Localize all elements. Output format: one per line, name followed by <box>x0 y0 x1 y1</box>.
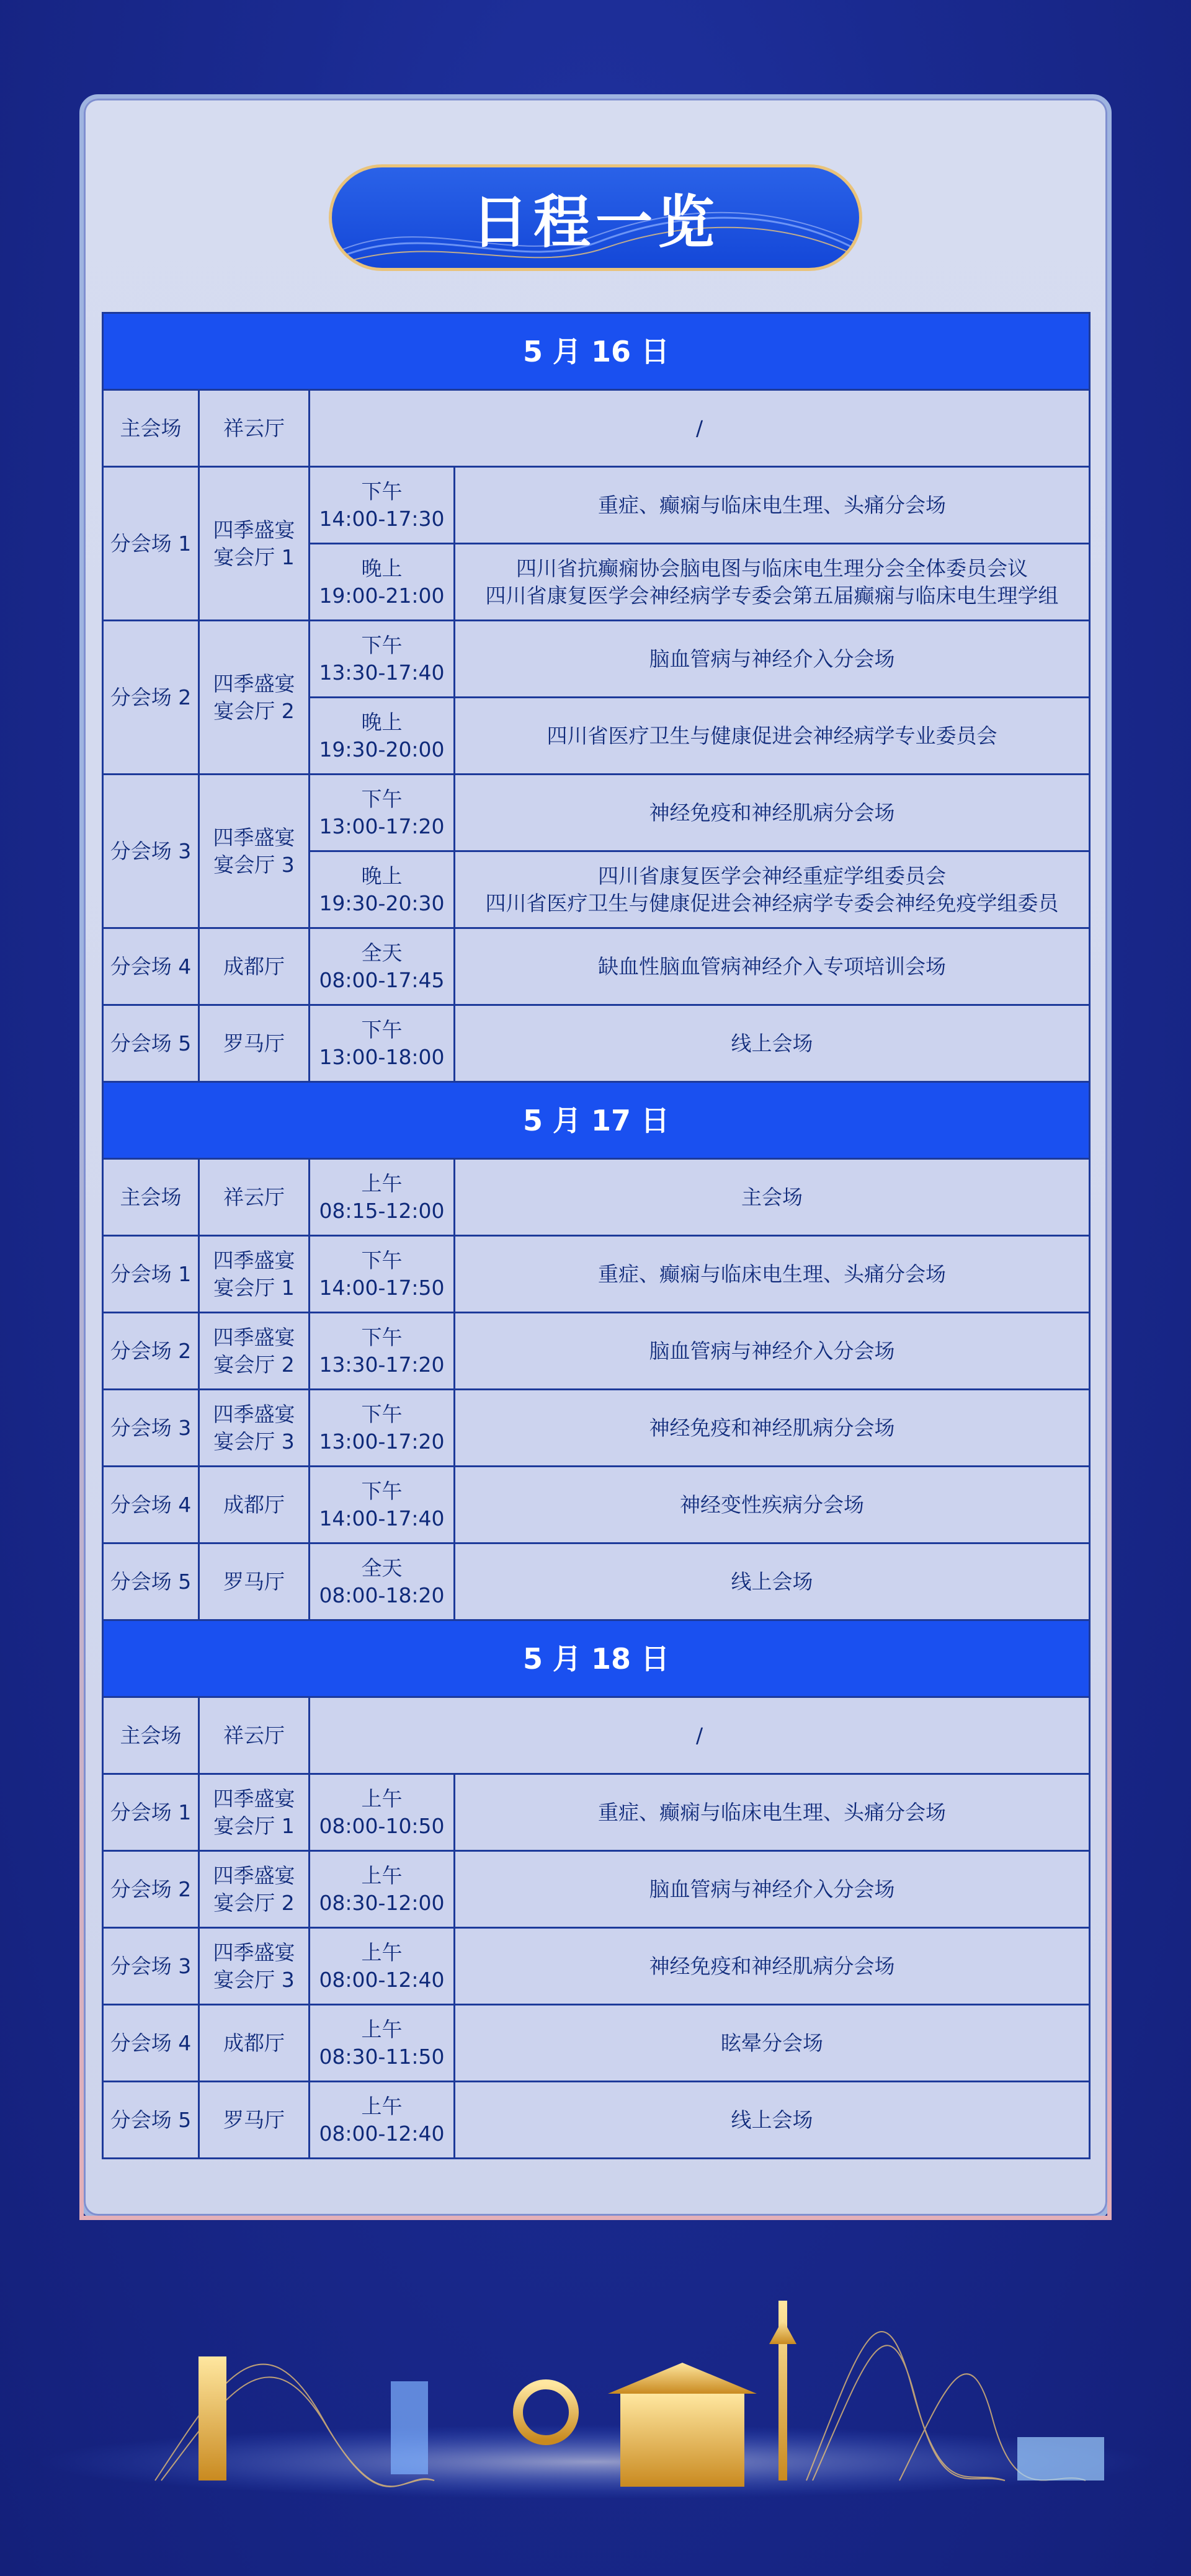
session-time: 晚上 19:00-21:00 <box>310 544 455 621</box>
session-name: 分会场 3 <box>103 775 199 928</box>
session-name: 分会场 3 <box>103 1928 199 2005</box>
session-time: 晚上 19:30-20:30 <box>310 851 455 928</box>
venue-name: 成都厅 <box>199 928 310 1005</box>
table-row <box>103 1543 1090 1620</box>
session-name: 分会场 2 <box>103 621 199 775</box>
table-row <box>103 1159 1090 1236</box>
venue-name: 祥云厅 <box>199 1697 310 1774</box>
venue-name: 祥云厅 <box>199 390 310 467</box>
day-header-row <box>103 1620 1090 1697</box>
session-name: 分会场 2 <box>103 1313 199 1390</box>
day-header-row <box>103 1082 1090 1159</box>
session-content: / <box>310 1697 1090 1774</box>
table-row <box>103 2082 1090 2159</box>
session-time: 全天 08:00-17:45 <box>310 928 455 1005</box>
venue-name: 四季盛宴 宴会厅 3 <box>199 1390 310 1467</box>
venue-name: 四季盛宴 宴会厅 1 <box>199 1236 310 1313</box>
session-content: 线上会场 <box>455 1005 1090 1082</box>
venue-name: 成都厅 <box>199 1467 310 1543</box>
session-time: 上午 08:30-11:50 <box>310 2005 455 2082</box>
title-banner <box>329 164 862 271</box>
session-time: 全天 08:00-18:20 <box>310 1543 455 1620</box>
session-name: 分会场 5 <box>103 1005 199 1082</box>
session-name: 分会场 2 <box>103 1851 199 1928</box>
session-name: 分会场 1 <box>103 1774 199 1851</box>
table-row <box>103 2005 1090 2082</box>
table-row <box>103 1467 1090 1543</box>
session-content: 重症、癫痫与临床电生理、头痛分会场 <box>455 1236 1090 1313</box>
session-time: 下午 14:00-17:50 <box>310 1236 455 1313</box>
table-row <box>103 1313 1090 1390</box>
session-content: 神经免疫和神经肌病分会场 <box>455 1928 1090 2005</box>
venue-name: 成都厅 <box>199 2005 310 2082</box>
venue-name: 四季盛宴 宴会厅 2 <box>199 1313 310 1390</box>
session-content: 重症、癫痫与临床电生理、头痛分会场 <box>455 467 1090 544</box>
day-header-row <box>103 313 1090 390</box>
venue-name: 四季盛宴 宴会厅 3 <box>199 1928 310 2005</box>
session-content: 重症、癫痫与临床电生理、头痛分会场 <box>455 1774 1090 1851</box>
day-date: 5 月 16 日 <box>103 313 1090 390</box>
venue-name: 祥云厅 <box>199 1159 310 1236</box>
venue-name: 四季盛宴 宴会厅 1 <box>199 1774 310 1851</box>
table-row <box>103 1851 1090 1928</box>
day-date: 5 月 18 日 <box>103 1620 1090 1697</box>
table-row <box>103 1928 1090 2005</box>
session-name: 分会场 4 <box>103 2005 199 2082</box>
venue-name: 四季盛宴 宴会厅 3 <box>199 775 310 928</box>
session-time: 下午 13:30-17:20 <box>310 1313 455 1390</box>
session-time: 下午 14:00-17:30 <box>310 467 455 544</box>
session-name: 分会场 4 <box>103 928 199 1005</box>
session-time: 上午 08:00-10:50 <box>310 1774 455 1851</box>
session-time: 下午 13:00-18:00 <box>310 1005 455 1082</box>
session-name: 分会场 1 <box>103 1236 199 1313</box>
day-date: 5 月 17 日 <box>103 1082 1090 1159</box>
table-row <box>103 775 1090 851</box>
session-name: 分会场 1 <box>103 467 199 621</box>
city-skyline-decoration <box>0 2232 1191 2576</box>
session-content: 主会场 <box>455 1159 1090 1236</box>
table-row <box>103 1005 1090 1082</box>
session-content: 四川省抗癫痫协会脑电图与临床电生理分会全体委员会议 四川省康复医学会神经病学专委会第五届癫痫与临床电生理学组 <box>455 544 1090 621</box>
venue-name: 罗马厅 <box>199 2082 310 2159</box>
session-content: 神经免疫和神经肌病分会场 <box>455 1390 1090 1467</box>
session-content: 线上会场 <box>455 2082 1090 2159</box>
session-name: 分会场 5 <box>103 2082 199 2159</box>
session-name: 主会场 <box>103 1697 199 1774</box>
session-time: 上午 08:00-12:40 <box>310 1928 455 2005</box>
session-name: 主会场 <box>103 390 199 467</box>
session-content: 神经变性疾病分会场 <box>455 1467 1090 1543</box>
session-time: 下午 14:00-17:40 <box>310 1467 455 1543</box>
session-content: 脑血管病与神经介入分会场 <box>455 621 1090 698</box>
session-content: 线上会场 <box>455 1543 1090 1620</box>
table-row <box>103 1697 1090 1774</box>
session-time: 下午 13:00-17:20 <box>310 775 455 851</box>
table-row <box>103 390 1090 467</box>
session-content: 眩晕分会场 <box>455 2005 1090 2082</box>
venue-name: 四季盛宴 宴会厅 2 <box>199 1851 310 1928</box>
session-time: 上午 08:30-12:00 <box>310 1851 455 1928</box>
session-content: 神经免疫和神经肌病分会场 <box>455 775 1090 851</box>
table-row <box>103 1390 1090 1467</box>
session-name: 分会场 3 <box>103 1390 199 1467</box>
session-name: 分会场 4 <box>103 1467 199 1543</box>
session-name: 分会场 5 <box>103 1543 199 1620</box>
session-name: 主会场 <box>103 1159 199 1236</box>
session-time: 上午 08:00-12:40 <box>310 2082 455 2159</box>
table-row <box>103 621 1090 698</box>
table-row <box>103 1774 1090 1851</box>
table-row <box>103 1236 1090 1313</box>
venue-name: 罗马厅 <box>199 1543 310 1620</box>
venue-name: 四季盛宴 宴会厅 2 <box>199 621 310 775</box>
venue-name: 四季盛宴 宴会厅 1 <box>199 467 310 621</box>
session-time: 上午 08:15-12:00 <box>310 1159 455 1236</box>
table-row <box>103 928 1090 1005</box>
session-content: / <box>310 390 1090 467</box>
session-content: 脑血管病与神经介入分会场 <box>455 1851 1090 1928</box>
session-time: 下午 13:00-17:20 <box>310 1390 455 1467</box>
session-content: 四川省医疗卫生与健康促进会神经病学专业委员会 <box>455 698 1090 775</box>
session-time: 晚上 19:30-20:00 <box>310 698 455 775</box>
schedule-table <box>102 312 1091 2159</box>
session-content: 脑血管病与神经介入分会场 <box>455 1313 1090 1390</box>
session-content: 缺血性脑血管病神经介入专项培训会场 <box>455 928 1090 1005</box>
venue-name: 罗马厅 <box>199 1005 310 1082</box>
table-row <box>103 467 1090 544</box>
page-title: 日程一览 <box>471 189 720 255</box>
session-content: 四川省康复医学会神经重症学组委员会 四川省医疗卫生与健康促进会神经病学专委会神经免疫学组委员 <box>455 851 1090 928</box>
session-time: 下午 13:30-17:40 <box>310 621 455 698</box>
